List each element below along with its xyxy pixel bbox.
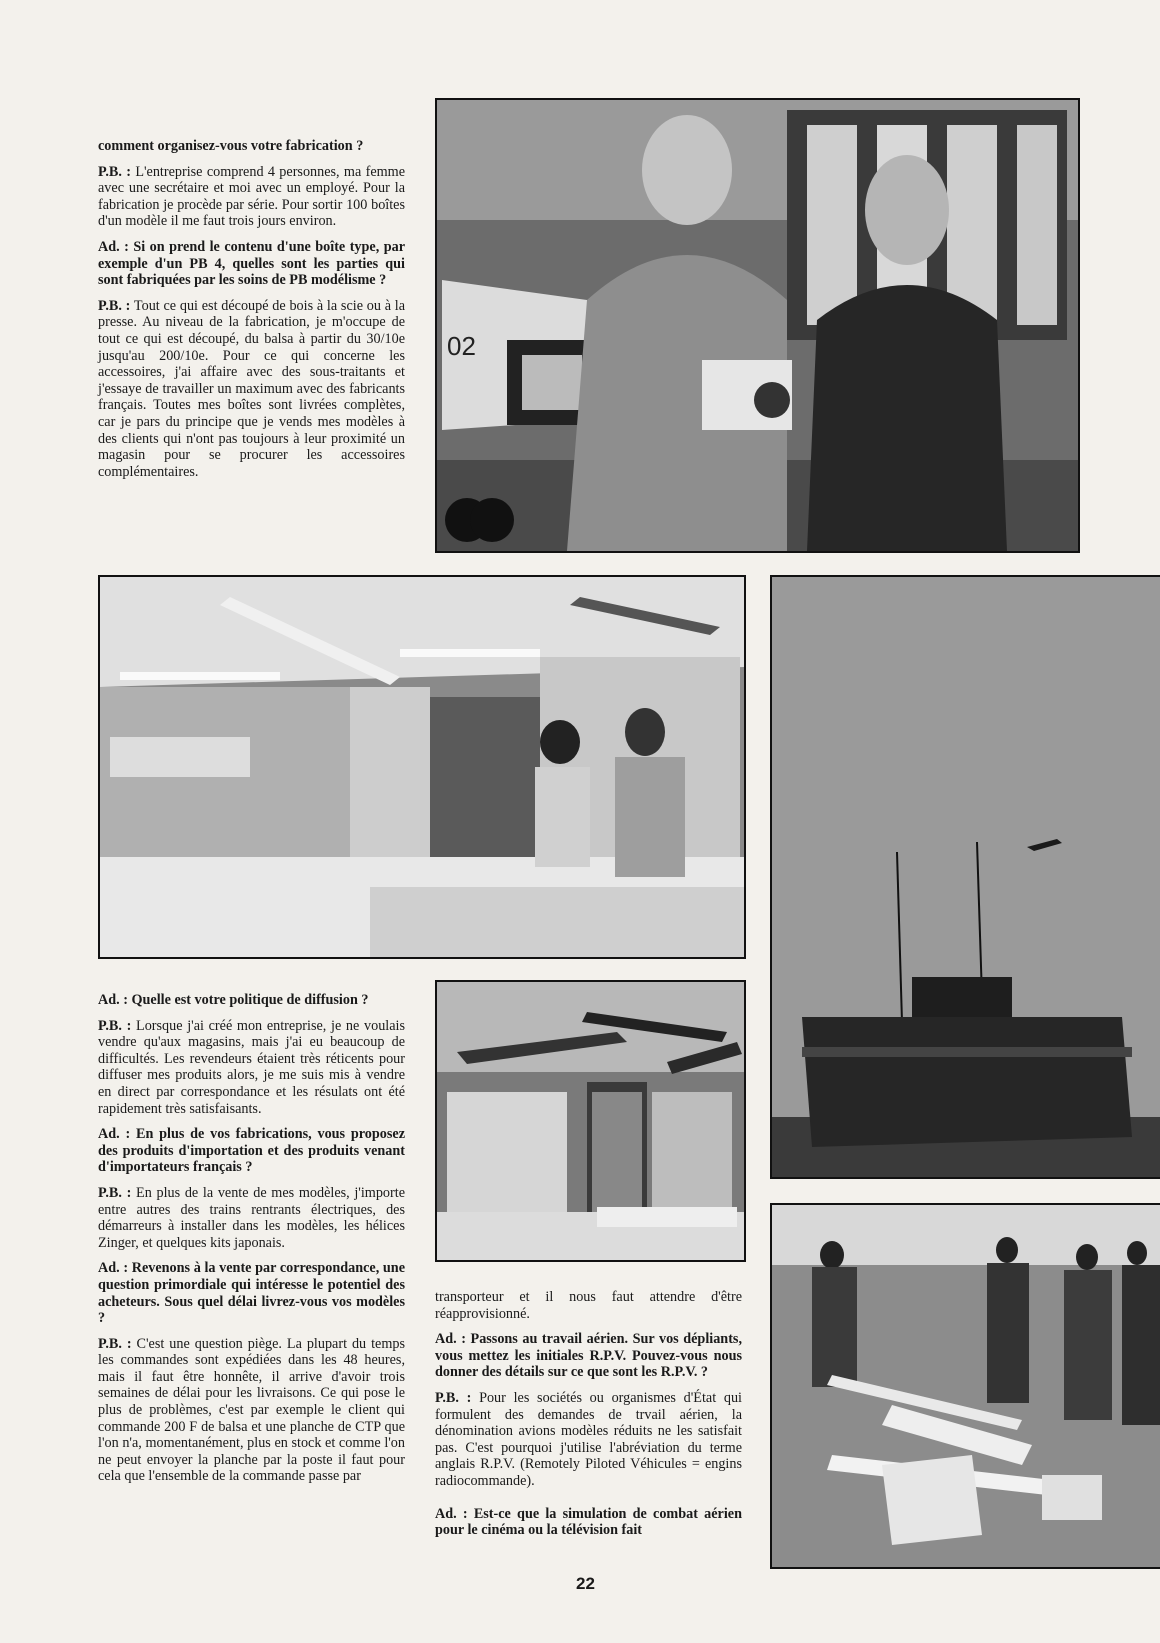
question-simulation-combat: Ad. : Est-ce que la simulation de combat aérien pour le cinéma ou la télévision fait (435, 1505, 742, 1539)
answer-delai: P.B. : C'est une question piège. La plupart du temps les commandes sont expédiées dans les 48 heures, mais il faut être honnête, il arrive d'avoir trois semaines de délai pour les livraisons. Ce qui pose le plus de problèmes, c'est par exemple le client qui commande 200 F de balsa et une planche de CTP que l'on n'a, momentanément, plus en stock et comme l'on ne peut envoyer la planche par la poste il faut pour cela que l'ensemble de la commande passe par (98, 1335, 405, 1485)
column-2 (98, 992, 405, 1494)
answer-importation: P.B. : En plus de la vente de mes modèles, j'importe entre autres des trains rentrants électriques, des démarreurs à installer dans les modèles, les hélices Zinger, et quelques kits japonais. (98, 1184, 405, 1251)
page-number: 22 (576, 1574, 595, 1593)
answer-contenu-boite: P.B. : Tout ce qui est découpé de bois à la scie ou à la presse. Au niveau de la fabrication, je m'occupe de tout ce qui est découpé, du balsa à partir du 30/10e jusqu'au 200/10e. Pour ce qui concerne les accessoires, j'ai affaire avec des sous-traitants et j'essaye de travailler un maximum avec des fabricants français. Toutes mes boîtes sont livrées complètes, car je pars du principe que je vends mes modèles à des clients qui n'ont pas toujours à leur proximité un magasin pour se procurer les accessoires complémentaires. (98, 297, 406, 480)
question-delai: Ad. : Revenons à la vente par correspondance, une question primordiale qui intéresse le potentiel des acheteurs. Sous quel délai livrez-vous vos modèles ? (98, 1260, 405, 1327)
question-diffusion: Ad. : Quelle est votre politique de diffusion ? (98, 992, 369, 1008)
photo-two-men-model (435, 98, 1080, 553)
question-contenu-boite: Ad. : Si on prend le contenu d'une boîte type, par exemple d'un PB 4, quelles sont les parties qui sont fabriquées par les soins de PB modélisme ? (98, 238, 405, 289)
question-fabrication: comment organisez-vous votre fabrication ? (98, 138, 364, 154)
photo-men-field-models (770, 1203, 1160, 1569)
question-importation: Ad. : En plus de vos fabrications, vous proposez des produits d'importation et des produits venant d'importateurs français ? (98, 1126, 405, 1176)
plane-number-label: 02 (447, 331, 476, 361)
answer-diffusion: P.B. : Lorsque j'ai créé mon entreprise, je ne voulais vendre qu'aux magasins, mais j'ai eu beaucoup de difficultés. Les revendeurs étaient très réticents pour diffuser mes produits alors, je me suis mis à vendre en direct par correspondance et les résulats ont été rapidement très satisfaisants. (98, 1017, 405, 1117)
photo-shop-interior (98, 575, 746, 959)
answer-delai-suite: transporteur et il nous faut attendre d'être réapprovisionné. (435, 1289, 742, 1322)
column-3 (435, 1289, 742, 1548)
question-rpv: Ad. : Passons au travail aérien. Sur vos dépliants, vous mettez les initiales R.P.V. Pouvez-vous nous donner des détails sur ce que sont les R.P.V. ? (435, 1331, 742, 1381)
answer-rpv: P.B. : Pour les sociétés ou organismes d'État qui formulent des demandes de trvail aérien, la dénomination avions modèles réduits ne les satisfait pas. C'est pourquoi j'utilise l'abréviation du terme anglais R.P.V. (Remotely Piloted Véhicules = engins radiocommande). (435, 1389, 742, 1489)
photo-tank-field (770, 575, 1160, 1179)
column-1 (98, 138, 405, 489)
answer-fabrication: P.B. : L'entreprise comprend 4 personnes, ma femme avec une secrétaire et moi avec un employé. Pour la fabrication je procède par série. Pour sortir 100 boîtes d'un modèle il me faut trois jours environ. (98, 163, 405, 230)
photo-shop-hanging-planes (435, 980, 746, 1262)
